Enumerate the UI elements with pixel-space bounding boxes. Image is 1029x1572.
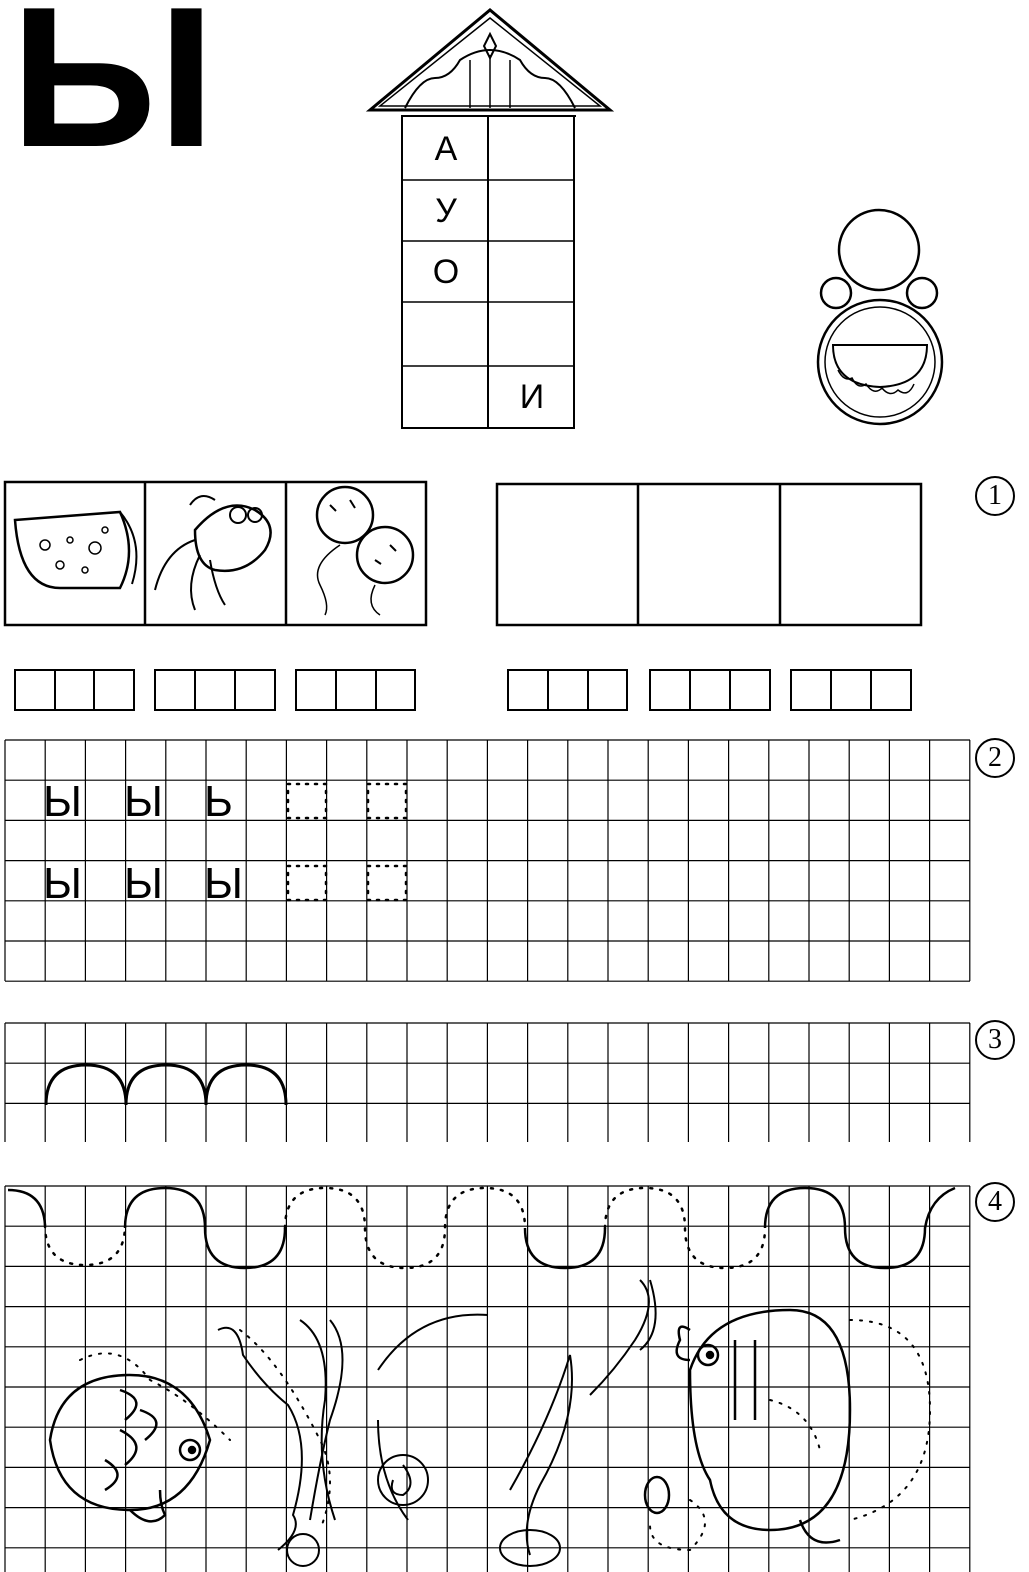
fish-icon [155,496,271,610]
trace-letter-r2-2: Ы [124,859,163,908]
exercise-number-1: 1 [975,476,1015,516]
house-letter-a: А [434,130,458,168]
trace-letter-r1-1: Ы [43,777,82,826]
exercise-number-4: 4 [975,1182,1015,1222]
house-letter-o: О [432,253,460,291]
trace-letter-r2-1: Ы [43,859,82,908]
house-letter-u: У [435,192,457,230]
balloons-icon [317,487,413,615]
exercise-number-3: 3 [975,1020,1015,1060]
trace-letter-r1-3: Ь [204,777,233,826]
fish-outline-icon [50,1375,210,1521]
exercise-number-2: 2 [975,738,1015,778]
title-letter: Ы [10,0,210,189]
house-letter-i: И [519,378,545,416]
fish-right-icon [645,1310,850,1543]
trace-letter-r1-2: Ы [124,777,163,826]
cheese-icon [15,512,136,588]
trace-letter-r2-3: Ы [204,859,243,908]
